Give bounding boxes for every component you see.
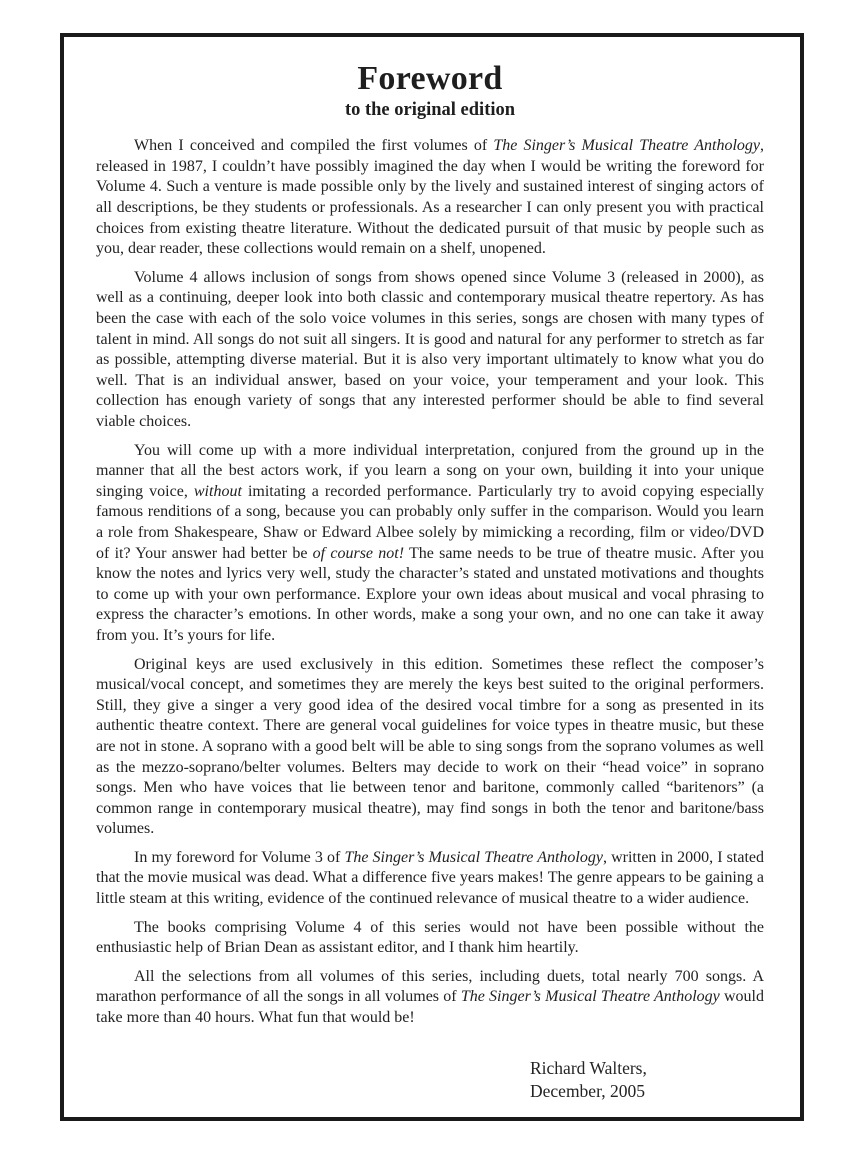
paragraph [96, 967, 764, 1029]
text-run: imitating a recorded performance. Particularly try to avoid copying especially famous renditions of a song, because you can probably only suffer in the comparison. Would you learn a role from Shakespeare, Shaw or Edward Albee solely by mimicking a recording, film or video/DVD of it? Your answer had better be [96, 482, 765, 562]
text-run: All the selections from all volumes of this series, including duets, total nearly 700 songs. A marathon performance of all the songs in all volumes of [96, 967, 764, 1006]
text-run: When I conceived and compiled the first volumes of [134, 137, 494, 155]
page-subtitle: to the original edition [344, 100, 516, 121]
text-run: , released in 1987, I couldn’t have possibly imagined the day when I would be writing the foreword for Volume 4. Such a venture is made possible only by the lively and sustained interest of singing actors of all descriptions, be they students or professionals. As a researcher I can only present you with practical choices from existing theatre literature. Without the dedicated pursuit of that music by people such as you, dear reader, these collections would remain on a shelf, unopened. [96, 137, 765, 258]
text-run: would take more than 40 hours. What fun that would be! [96, 988, 765, 1027]
paragraph [96, 848, 764, 910]
paragraph [96, 655, 764, 840]
text-run: , written in 2000, I stated that the movie musical was dead. What a difference five years makes! The genre appears to be gaining a little steam at this writing, evidence of the continued relevance of musical theatre to a wider audience. [96, 848, 764, 908]
foreword-paragraphs [96, 136, 764, 1028]
page-title: Foreword [357, 60, 503, 97]
text-run: In my foreword for Volume 3 of [134, 848, 345, 866]
paragraph [96, 268, 764, 433]
paragraph [96, 136, 764, 260]
italic-text-run: The Singer’s Musical Theatre Anthology [344, 848, 603, 866]
italic-text-run: without [193, 482, 242, 500]
paragraph [96, 441, 764, 647]
italic-text-run: The Singer’s Musical Theatre Anthology [493, 137, 761, 155]
text-run: You will come up with a more individual interpretation, conjured from the ground up in the manner that all the best actors work, if you learn a song on your own, building it into your unique singing voice, [96, 441, 764, 500]
signature-name: Richard Walters, [530, 1057, 647, 1078]
italic-text-run: The Singer’s Musical Theatre Anthology [460, 988, 720, 1006]
paragraph [96, 918, 764, 959]
signature-date: December, 2005 [530, 1080, 645, 1101]
italic-text-run: of course not! [312, 544, 405, 562]
text-run: The same needs to be true of theatre music. After you know the notes and lyrics very well, study the character’s stated and unstated motivations and thoughts to come up with your own performance. Explore your own ideas about musical and vocal phrasing to express the character’s emotions. In other words, make a song your own, and no one can take it away from you. It’s yours for life. [96, 544, 765, 644]
text-run: Original keys are used exclusively in this edition. Sometimes these reflect the composer’s musical/vocal concept, and sometimes they are merely the keys best suited to the original performers. Still, they give a singer a very good idea of the desired vocal timbre for a song as presented in its authentic theatre context. There are general vocal guidelines for voice types in theatre music, but these are not in stone. A soprano with a good belt will be able to sing songs from the soprano volumes as well as the mezzo-soprano/belter volumes. Belters may decide to work on their “head voice” in soprano songs. Men who have voices that lie between tenor and baritone, commonly called “baritenors” (a common range in contemporary musical theatre), may find songs in both the tenor and baritone/bass volumes. [96, 655, 764, 838]
foreword-header [96, 59, 764, 121]
page-border-frame [60, 33, 804, 1121]
signature-block [530, 1057, 764, 1103]
text-run: Volume 4 allows inclusion of songs from shows opened since Volume 3 (released in 2000), as well as a continuing, deeper look into both classic and contemporary musical theatre repertory. As has been the case with each of the solo voice volumes in this series, songs are chosen with many types of talent in mind. All songs do not suit all singers. It is good and natural for any performer to stretch as far as possible, attempting diverse material. But it is also very important ultimately to know what you do well. That is an individual answer, based on your voice, your temperament and your look. This collection has enough variety of songs that any interested performer should be able to find several viable choices. [96, 268, 764, 430]
text-run: The books comprising Volume 4 of this series would not have been possible without the enthusiastic help of Brian Dean as assistant editor, and I thank him heartily. [96, 918, 764, 957]
